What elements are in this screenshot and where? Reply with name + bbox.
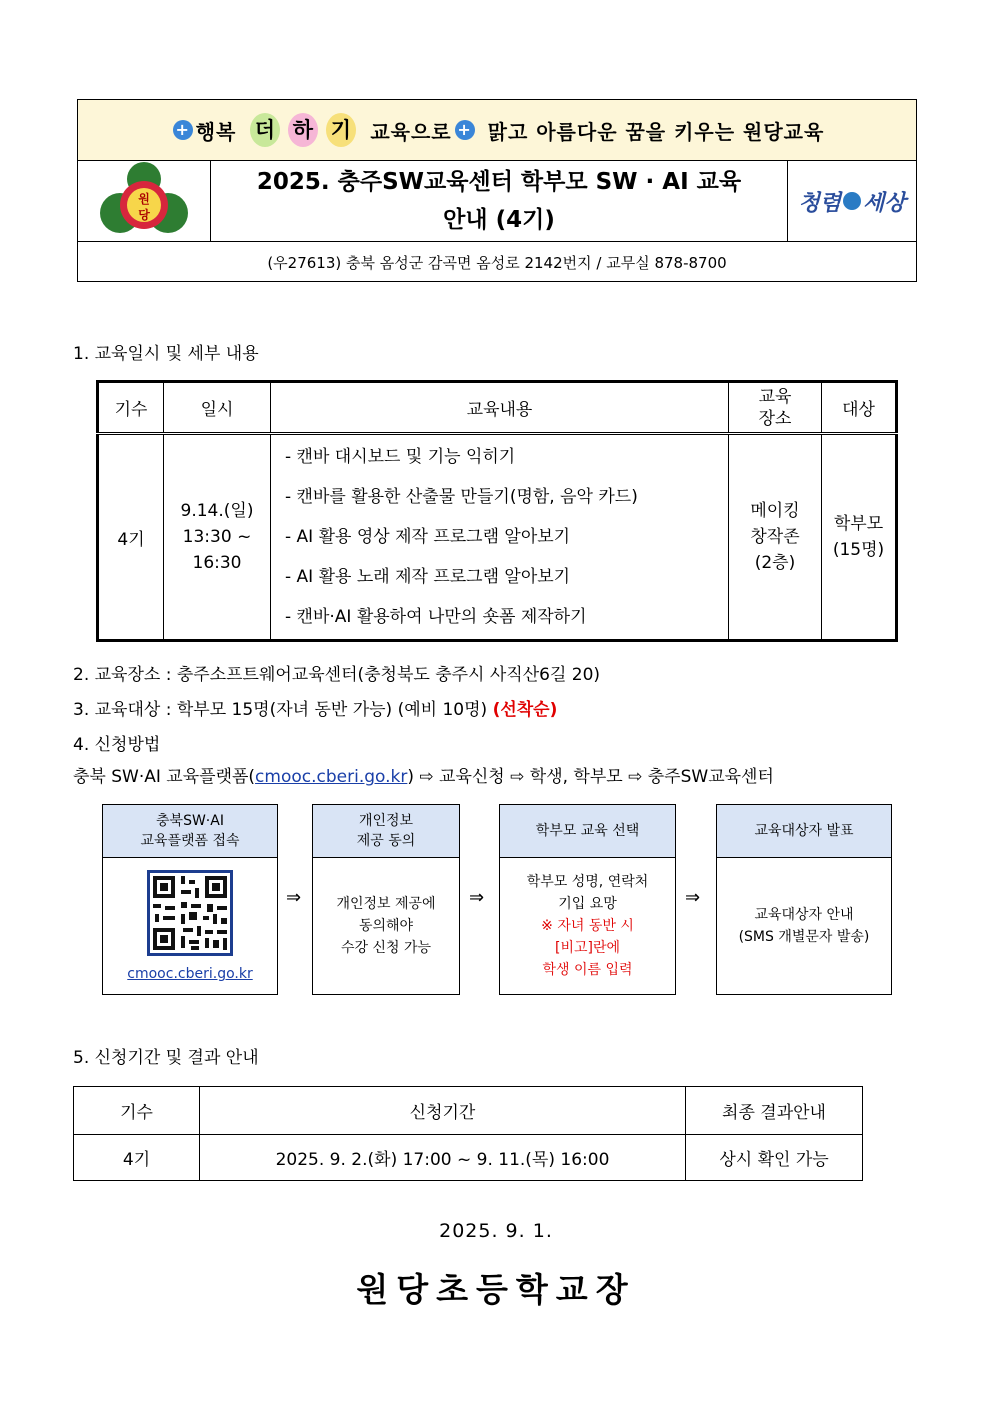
col-period: 신청기간 <box>200 1087 686 1135</box>
section-3: 3. 교육대상 : 학부모 15명(자녀 동반 가능) (예비 10명) (선착순) <box>73 700 558 720</box>
slogan-a: 행복 <box>195 119 237 144</box>
schedule-table <box>96 380 898 642</box>
section-5-heading: 5. 신청기간 및 결과 안내 <box>73 1048 259 1068</box>
list-item: - AI 활용 영상 제작 프로그램 알아보기 <box>285 527 571 547</box>
section-4-heading: 4. 신청방법 <box>73 735 161 755</box>
step-select: 학부모 교육 선택 학부모 성명, 연락처 기입 요망 ※ 자녀 동반 시 [비고]란에 학생 이름 입력 <box>499 804 676 995</box>
place-cell: 메이킹 창작존 (2층) <box>729 434 822 641</box>
plus-icon: + <box>173 120 193 140</box>
arrow-icon: ⇒ <box>286 887 302 908</box>
list-item: - 캔바·AI 활용하여 나만의 숏폼 제작하기 <box>285 607 587 627</box>
period-table <box>73 1086 863 1181</box>
title-line-2: 안내 (4기) <box>443 207 555 233</box>
apply-path: 충북 SW·AI 교육플랫폼(cmooc.cberi.go.kr) ⇨ 교육신청 ⇨ 학생, 학부모 ⇨ 충주SW교육센터 <box>73 767 774 787</box>
slogan-c: 교육으로 <box>370 119 452 144</box>
school-header <box>77 99 917 282</box>
col-result: 최종 결과안내 <box>686 1087 863 1135</box>
platform-link[interactable]: cmooc.cberi.go.kr <box>255 767 408 787</box>
section-2: 2. 교육장소 : 충주소프트웨어교육센터(충청북도 충주시 사직산6길 20) <box>73 665 601 685</box>
table-row <box>98 434 897 641</box>
logo-char-2: 당 <box>138 208 150 222</box>
logo-char-1: 원 <box>138 192 150 206</box>
col-date: 일시 <box>164 382 271 434</box>
principal-signature: 원당초등학교장 <box>356 1270 636 1309</box>
school-address: (우27613) 충북 옴성군 감곡면 옴성로 2142번지 / 교무실 878-8700 <box>267 253 727 272</box>
content-cell <box>271 434 729 641</box>
plus-icon: + <box>455 120 475 140</box>
list-item: - 캔바 대시보드 및 기능 익히기 <box>285 447 516 467</box>
step-announce: 교육대상자 발표 교육대상자 안내 (SMS 개별문자 발송) <box>716 804 892 995</box>
slogan-bubble-2: 하 <box>288 113 318 147</box>
section-1-heading: 1. 교육일시 및 세부 내용 <box>73 344 259 364</box>
globe-icon <box>843 192 861 210</box>
slogan-bubble-1: 더 <box>250 113 280 147</box>
document-title <box>211 161 788 241</box>
first-come-badge: (선착순) <box>492 700 558 720</box>
platform-link-small[interactable]: cmooc.cberi.go.kr <box>127 966 253 982</box>
title-row <box>78 161 916 242</box>
list-item: - 캔바를 활용한 산출물 만들기(명함, 음악 카드) <box>285 487 638 507</box>
list-item: - AI 활용 노래 제작 프로그램 알아보기 <box>285 567 571 587</box>
target-cell: 학부모 (15명) <box>822 434 897 641</box>
slogan-bubble-3: 기 <box>326 113 356 147</box>
col-term: 기수 <box>98 382 164 434</box>
step-consent: 개인정보 제공 동의 개인정보 제공에 동의해야 수강 신청 가능 <box>312 804 460 995</box>
date-cell: 9.14.(일) 13:30 ~ 16:30 <box>164 434 271 641</box>
slogan-d: 맑고 아름다운 꿈을 키우는 원당교육 <box>487 119 825 144</box>
issue-date: 2025. 9. 1. <box>439 1220 553 1242</box>
col-target: 대상 <box>822 382 897 434</box>
col-term: 기수 <box>74 1087 200 1135</box>
school-logo <box>78 161 211 241</box>
integrity-logo: 청렴 세상 <box>798 190 906 216</box>
table-row: 4기 2025. 9. 2.(화) 17:00 ~ 9. 11.(목) 16:00 상시 확인 가능 <box>74 1135 863 1181</box>
slogan-bar <box>78 100 916 161</box>
arrow-icon: ⇒ <box>469 887 485 908</box>
title-line-1: 2025. 충주SW교육센터 학부모 SW · AI 교육 <box>256 169 742 195</box>
step-platform: 충북SW·AI 교육플랫폼 접속 cmooc.cberi.go.kr <box>102 804 278 995</box>
arrow-icon: ⇒ <box>685 887 701 908</box>
term-cell: 4기 <box>98 434 164 641</box>
col-place: 교육 장소 <box>729 382 822 434</box>
col-content: 교육내용 <box>271 382 729 434</box>
qr-code-icon[interactable] <box>147 870 233 956</box>
